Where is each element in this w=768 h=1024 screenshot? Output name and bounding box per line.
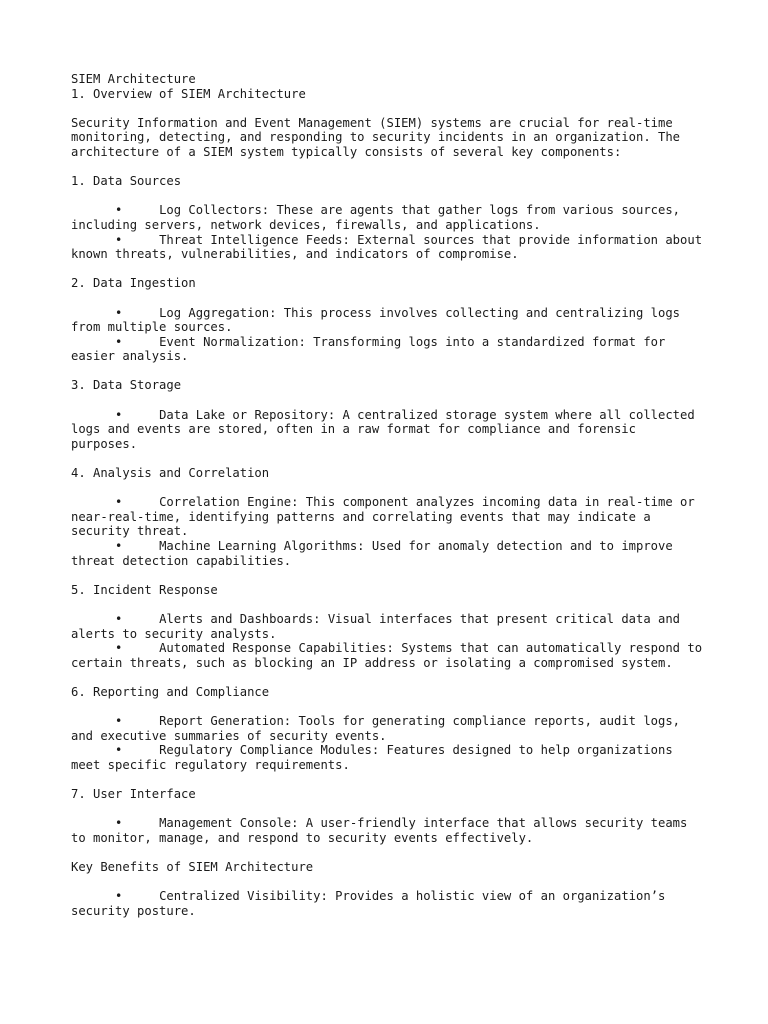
section-heading: 6. Reporting and Compliance [71,684,270,699]
bullet-icon: • [115,305,123,320]
bullet-icon: • [115,889,123,904]
section-heading: 3. Data Storage [71,378,182,393]
spacer [71,845,708,860]
spacer [71,393,708,408]
bullet-icon: • [115,232,123,247]
spacer [71,160,708,175]
bullet-text: Report Generation: Tools for generating compliance reports, audit logs, and executive summaries of security events. [71,714,688,743]
spacer [71,773,708,788]
bullet-text: Data Lake or Repository: A centralized storage system where all collected logs and events are stored, often in a raw format for compliance and forensic purposes. [71,407,703,451]
bullet-item [71,889,708,918]
bullet-item [71,714,708,743]
bullet-text: Automated Response Capabilities: Systems that can automatically respond to certain threats, such as blocking an IP address or isolating a compromised system. [71,641,710,670]
bullet-item [71,203,708,232]
intro-paragraph: Security Information and Event Management (SIEM) systems are crucial for real-time monitoring, detecting, and responding to security incidents in an organization. The architecture of a SIEM system typically consists of several key components: [71,115,688,159]
bullet-icon: • [115,203,123,218]
bullet-text: Correlation Engine: This component analyzes incoming data in real-time or near-real-time, identifying patterns and correlating events that may indicate a security threat. [71,495,703,539]
section-heading: 1. Data Sources [71,174,182,189]
section-heading: 2. Data Ingestion [71,276,196,291]
spacer [71,597,708,612]
spacer [71,700,708,715]
spacer [71,364,708,379]
spacer [71,451,708,466]
spacer [71,481,708,496]
bullet-text: Alerts and Dashboards: Visual interfaces that present critical data and alerts to security analysts. [71,611,688,641]
bullet-item [71,743,708,772]
bullet-icon: • [115,611,123,626]
spacer [71,802,708,817]
spacer [71,189,708,204]
bullet-item [71,816,708,845]
section-heading: 4. Analysis and Correlation [71,466,270,481]
sections-container [71,174,708,933]
bullet-text: Centralized Visibility: Provides a holistic view of an organization’s security posture. [71,889,673,918]
spacer [71,291,708,306]
bullet-icon: • [115,743,123,758]
bullet-text: Threat Intelligence Feeds: External sources that provide information about known threats, vulnerabilities, and indicators of compromise. [71,232,710,262]
bullet-icon: • [115,407,123,422]
bullet-icon: • [115,816,123,831]
bullet-icon: • [115,641,123,656]
overview-heading: 1. Overview of SIEM Architecture [71,86,306,101]
bullet-item [71,408,708,452]
section-heading: 5. Incident Response [71,582,218,597]
bullet-text: Event Normalization: Transforming logs into a standardized format for easier analysis. [71,334,673,364]
bullet-icon: • [115,495,123,510]
bullet-item [71,306,708,335]
bullet-icon: • [115,714,123,729]
spacer [71,101,708,116]
bullet-item [71,539,708,568]
document-title: SIEM Architecture [71,72,196,86]
spacer [71,568,708,583]
bullet-item [71,612,708,641]
spacer [71,875,708,890]
bullet-text: Log Collectors: These are agents that gather logs from various sources, including servers, network devices, firewalls, and applications. [71,203,688,232]
bullet-item [71,335,708,364]
bullet-text: Log Aggregation: This process involves collecting and centralizing logs from multiple sources. [71,305,688,335]
bullet-item [71,233,708,262]
bullet-text: Management Console: A user-friendly interface that allows security teams to monitor, manage, and respond to security events effectively. [71,816,695,845]
bullet-icon: • [115,539,123,553]
bullet-text: Regulatory Compliance Modules: Features designed to help organizations meet specific regulatory requirements. [71,743,681,772]
bullet-icon: • [115,334,123,349]
section-heading: Key Benefits of SIEM Architecture [71,860,314,875]
spacer [71,670,708,685]
spacer [71,262,708,277]
bullet-item [71,495,708,539]
bullet-item [71,641,708,670]
bullet-text: Machine Learning Algorithms: Used for anomaly detection and to improve threat detection capabilities. [71,539,681,568]
section-heading: 7. User Interface [71,787,196,802]
spacer [71,918,708,933]
